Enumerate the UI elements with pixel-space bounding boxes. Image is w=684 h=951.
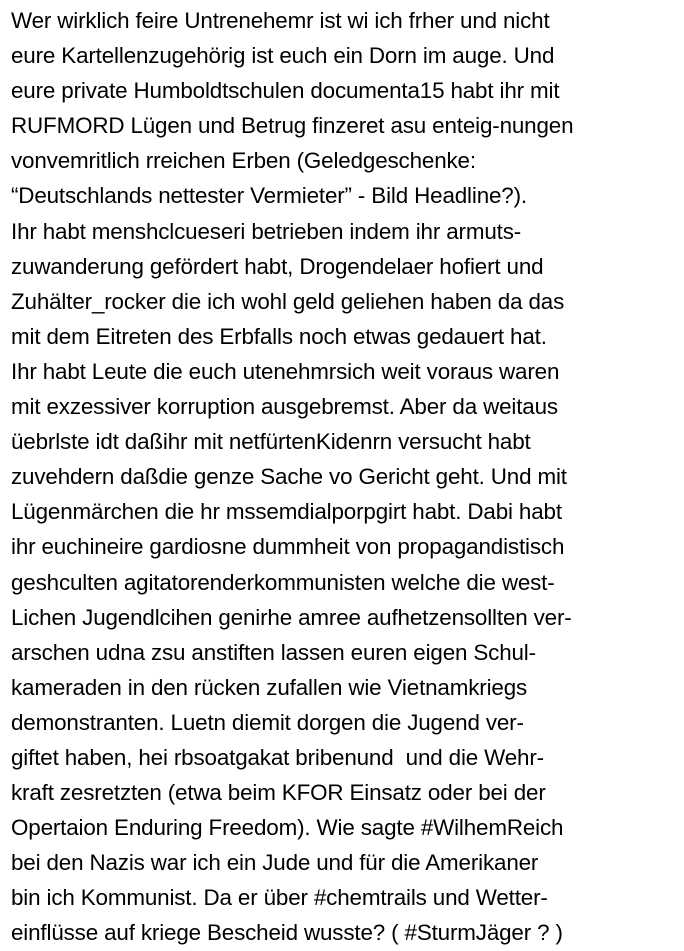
body-text — [11, 3, 683, 951]
text-line: kameraden in den rücken zufallen wie Vietnamkriegs — [11, 674, 528, 700]
text-line: “Deutschlands nettester Vermieter” - Bild Headline?). — [11, 183, 527, 209]
text-line: kraft zesretzten (etwa beim KFOR Einsatz oder bei der — [11, 780, 546, 806]
text-line: zuvehdern daßdie genze Sache vo Gericht geht. Und mit — [11, 464, 567, 490]
text-line: üebrlste idt daßihr mit netfürtenKidenrn versucht habt — [11, 429, 531, 455]
text-line: Ihr habt Leute die euch utenehmrsich weit voraus waren — [11, 358, 560, 384]
text-line: Ihr habt menshclcueseri betrieben indem ihr armuts- — [11, 218, 522, 244]
text-line: Lügenmärchen die hr mssemdialporpgirt habt. Dabi habt — [11, 499, 562, 525]
text-line: zuwanderung gefördert habt, Drogendelaer hofiert und — [11, 253, 544, 279]
text-line: RUFMORD Lügen und Betrug finzeret asu enteig-nungen — [11, 113, 574, 139]
text-line: eure private Humboldtschulen documenta15 habt ihr mit — [11, 78, 560, 104]
text-line: bin ich Kommunist. Da er über #chemtrails und Wetter- — [11, 885, 548, 911]
text-line: arschen udna zsu anstiften lassen euren eigen Schul- — [11, 639, 536, 665]
text-line: vonvemritlich rreichen Erben (Geledgeschenke: — [11, 148, 476, 174]
text-line: demonstranten. Luetn diemit dorgen die Jugend ver- — [11, 709, 524, 735]
text-line: mit dem Eitreten des Erbfalls noch etwas gedauert hat. — [11, 323, 547, 349]
text-line: giftet haben, hei rbsoatgakat bribenund und die Wehr- — [11, 744, 544, 770]
text-line: einflüsse auf kriege Bescheid wusste? ( #SturmJäger ? ) — [11, 920, 563, 946]
text-line: bei den Nazis war ich ein Jude und für die Amerikaner — [11, 850, 539, 876]
text-line: Lichen Jugendlcihen genirhe amree aufhetzensollten ver- — [11, 604, 572, 630]
text-line: mit exzessiver korruption ausgebremst. Aber da weitaus — [11, 394, 558, 420]
text-line: Opertaion Enduring Freedom). Wie sagte #WilhemReich — [11, 815, 564, 841]
text-line: ihr euchineire gardiosne dummheit von propagandistisch — [11, 534, 565, 560]
text-line: geshculten agitatorenderkommunisten welche die west- — [11, 569, 555, 595]
text-line: eure Kartellenzugehörig ist euch ein Dorn im auge. Und — [11, 43, 555, 69]
text-line: Zuhälter_rocker die ich wohl geld geliehen haben da das — [11, 288, 565, 314]
text-line: Wer wirklich feire Untrenehemr ist wi ich frher und nicht — [11, 8, 550, 33]
